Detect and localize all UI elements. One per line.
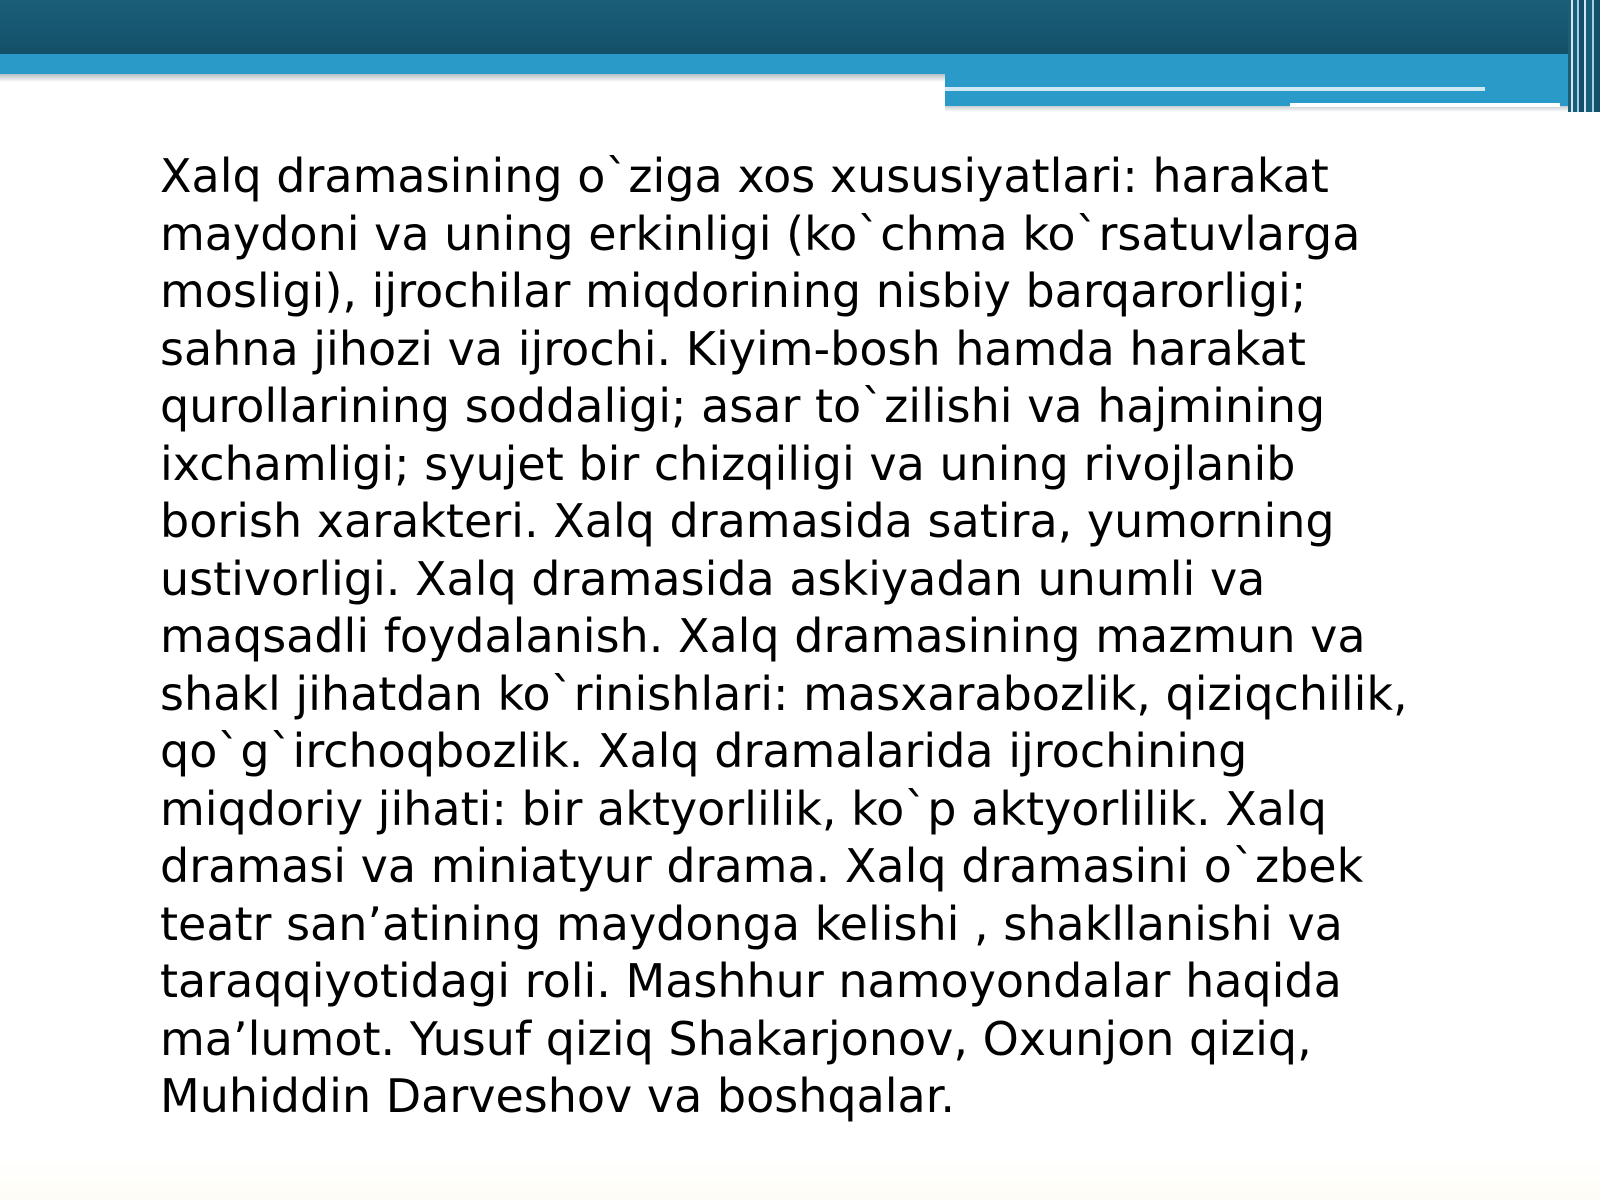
header-dark-band (0, 0, 1600, 54)
header-right-stripes (1568, 0, 1600, 112)
header-band-shadow (0, 74, 945, 82)
bottom-tint (0, 1160, 1600, 1200)
slide-body-text: Xalq dramasining o`ziga xos xususiyatlari: harakat maydoni va uning erkinligi (ko`chma ko`rsatuvlarga mosligi), ijrochilar miqdorining nisbiy barqarorligi; sahna jihozi va ijrochi. Kiyim-bosh hamda harakat qurollarining soddaligi; asar to`zilishi va hajmining ixchamligi; syujet bir chizqiligi va uning rivojlanib borish xarakteri. Xalq dramasida satira, yumorning ustivorligi. Xalq dramasida askiyadan unumli va maqsadli foydalanish. Xalq dramasining mazmun va shakl jihatdan ko`rinishlari: masxarabozlik, qiziqchilik, qo`g`irchoqbozlik. Xalq dramalarida ijrochining miqdoriy jihati: bir aktyorlilik, ko`p aktyorlilik. Xalq dramasi va miniatyur drama. Xalq dramasini o`zbek teatr san’atining maydonga kelishi , shakllanishi va taraqqiyotidagi roli. Mashhur namoyondalar haqida ma’lumot. Yusuf qiziq Shakarjonov, Oxunjon qiziq, Muhiddin Darveshov va boshqalar. (160, 149, 1408, 1123)
header-accent-line (945, 87, 1485, 91)
header-accent-line-short (1290, 103, 1560, 107)
header-light-band (0, 54, 1600, 74)
